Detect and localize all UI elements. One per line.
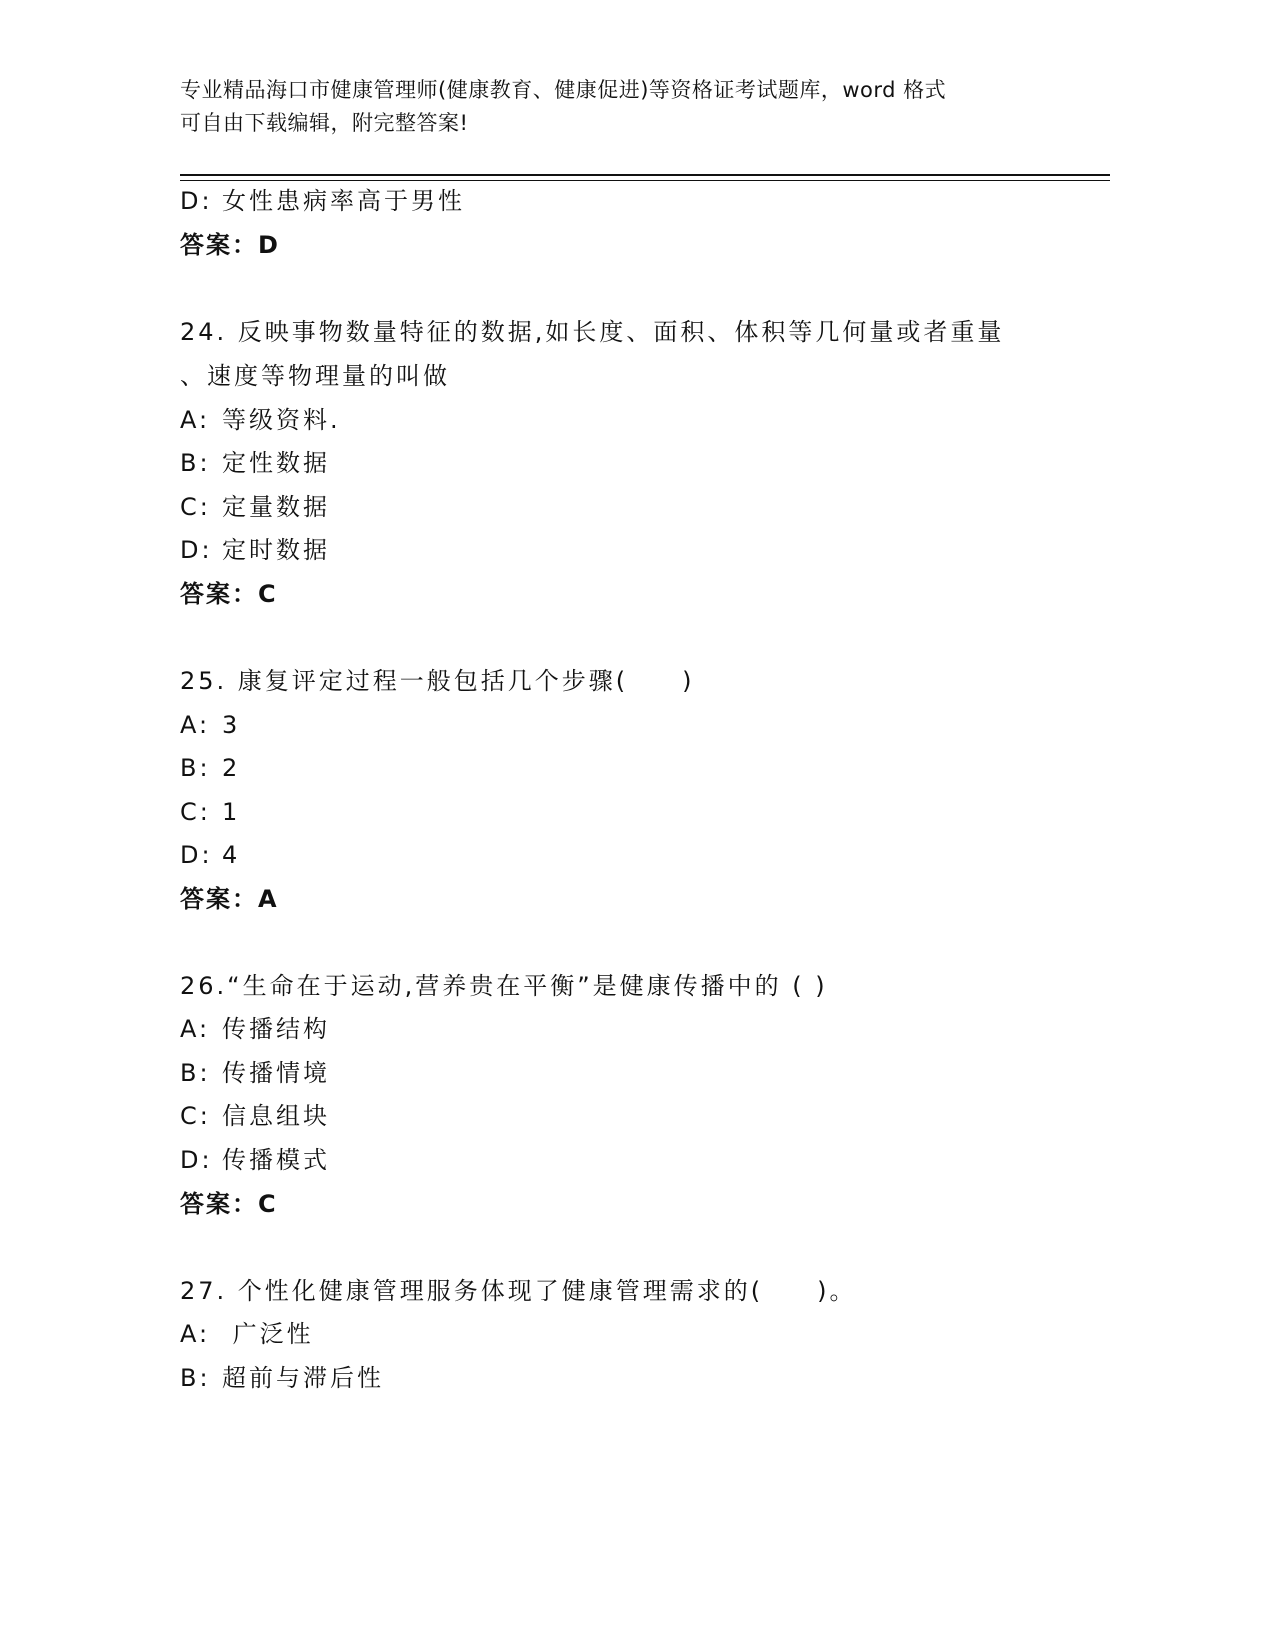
option-label: D: bbox=[180, 841, 213, 869]
page-header bbox=[180, 74, 1060, 140]
option-label: B: bbox=[180, 1059, 211, 1087]
answer-line: 答案：D bbox=[180, 231, 280, 259]
option-label: C: bbox=[180, 493, 211, 521]
option-text: 4 bbox=[222, 841, 241, 869]
option-text: 传播模式 bbox=[222, 1146, 330, 1174]
option-text: 信息组块 bbox=[222, 1102, 330, 1130]
option-label: A: bbox=[180, 711, 211, 739]
option-label: B: bbox=[180, 449, 211, 477]
option-text: 广泛性 bbox=[222, 1320, 314, 1348]
option-d bbox=[180, 535, 330, 565]
option-label: D: bbox=[180, 536, 213, 564]
option-label: C: bbox=[180, 798, 211, 826]
option-label: A: bbox=[180, 1015, 211, 1043]
option-d bbox=[180, 186, 465, 216]
option-d bbox=[180, 1145, 330, 1175]
option-text: 等级资料. bbox=[222, 406, 341, 434]
header-line-2: 可自由下载编辑，附完整答案! bbox=[180, 111, 469, 135]
header-rule-thick bbox=[180, 174, 1110, 176]
question-24-line-2: 、速度等物理量的叫做 bbox=[180, 362, 450, 390]
option-a bbox=[180, 710, 240, 740]
answer-line: 答案：C bbox=[180, 1190, 278, 1218]
option-label: C: bbox=[180, 1102, 211, 1130]
question-24-line-1: 24. 反映事物数量特征的数据,如长度、面积、体积等几何量或者重量 bbox=[180, 318, 1005, 346]
header-line-1: 专业精品海口市健康管理师(健康教育、健康促进)等资格证考试题库，word 格式 bbox=[180, 78, 947, 102]
option-label: B: bbox=[180, 1364, 211, 1392]
option-label: D: bbox=[180, 1146, 213, 1174]
answer-line: 答案：A bbox=[180, 885, 279, 913]
option-b bbox=[180, 1363, 384, 1393]
option-b bbox=[180, 448, 330, 478]
option-label: A: bbox=[180, 406, 211, 434]
option-a bbox=[180, 1014, 330, 1044]
option-b bbox=[180, 1058, 330, 1088]
option-c bbox=[180, 797, 240, 827]
option-label: B: bbox=[180, 754, 211, 782]
option-a bbox=[180, 1319, 314, 1349]
option-text: 1 bbox=[222, 798, 241, 826]
option-c bbox=[180, 492, 330, 522]
option-text: 定量数据 bbox=[222, 493, 330, 521]
option-c bbox=[180, 1101, 330, 1131]
option-d bbox=[180, 840, 240, 870]
option-text: 传播结构 bbox=[222, 1015, 330, 1043]
option-text: 定时数据 bbox=[222, 536, 330, 564]
header-rule-thin bbox=[180, 180, 1110, 181]
option-text: 定性数据 bbox=[222, 449, 330, 477]
option-text: 3 bbox=[222, 711, 241, 739]
option-text: 超前与滞后性 bbox=[222, 1364, 384, 1392]
option-text: 女性患病率高于男性 bbox=[222, 187, 465, 215]
option-b bbox=[180, 753, 240, 783]
question-27-line-1: 27. 个性化健康管理服务体现了健康管理需求的( )。 bbox=[180, 1277, 857, 1305]
option-label: D: bbox=[180, 187, 213, 215]
question-25-line-1: 25. 康复评定过程一般包括几个步骤( ) bbox=[180, 667, 695, 695]
answer-line: 答案：C bbox=[180, 580, 278, 608]
option-text: 传播情境 bbox=[222, 1059, 330, 1087]
option-a bbox=[180, 405, 341, 435]
option-text: 2 bbox=[222, 754, 241, 782]
option-label: A: bbox=[180, 1320, 211, 1348]
question-26-line-1: 26.“生命在于运动,营养贵在平衡”是健康传播中的 ( ) bbox=[180, 972, 828, 1000]
